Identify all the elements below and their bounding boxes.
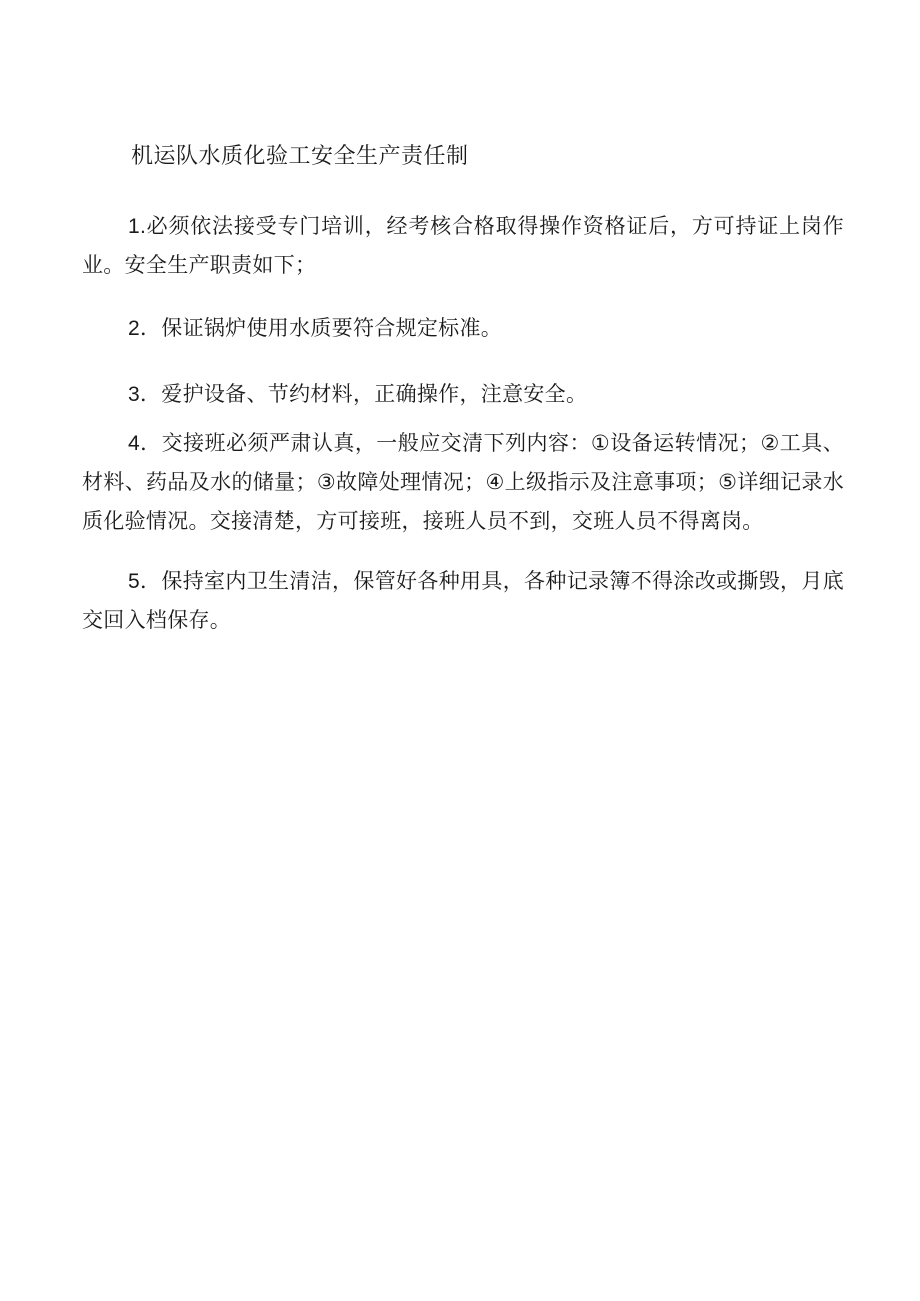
item-text: 必须依法接受专门培训，经考核合格取得操作资格证后，方可持证上岗作业。安全生产职责如下； (82, 214, 844, 277)
item-number: 4． (128, 432, 162, 455)
paragraph-item-2 (82, 309, 844, 348)
document-title: 机运队水质化验工安全生产责任制 (131, 144, 469, 169)
item-text: 爱护设备、节约材料，正确操作，注意安全。 (161, 382, 588, 406)
item-text: 交接班必须严肃认真，一般应交清下列内容：①设备运转情况；②工具、材料、药品及水的储量；③故障处理情况；④上级指示及注意事项；⑤详细记录水质化验情况。交接清楚，方可接班，接班人员不到，交班人员不得离岗。 (82, 431, 845, 533)
paragraph-item-4 (82, 424, 844, 541)
item-number: 1. (128, 215, 147, 238)
item-number: 2． (128, 317, 162, 340)
paragraph-item-3 (82, 375, 844, 414)
item-text: 保证锅炉使用水质要符合规定标准。 (161, 316, 503, 340)
item-number: 3． (128, 383, 162, 406)
item-number: 5． (128, 570, 162, 593)
paragraph-item-5 (82, 562, 844, 640)
paragraph-item-1 (82, 207, 844, 285)
item-text: 保持室内卫生清洁，保管好各种用具，各种记录簿不得涂改或撕毁，月底交回入档保存。 (82, 569, 844, 632)
